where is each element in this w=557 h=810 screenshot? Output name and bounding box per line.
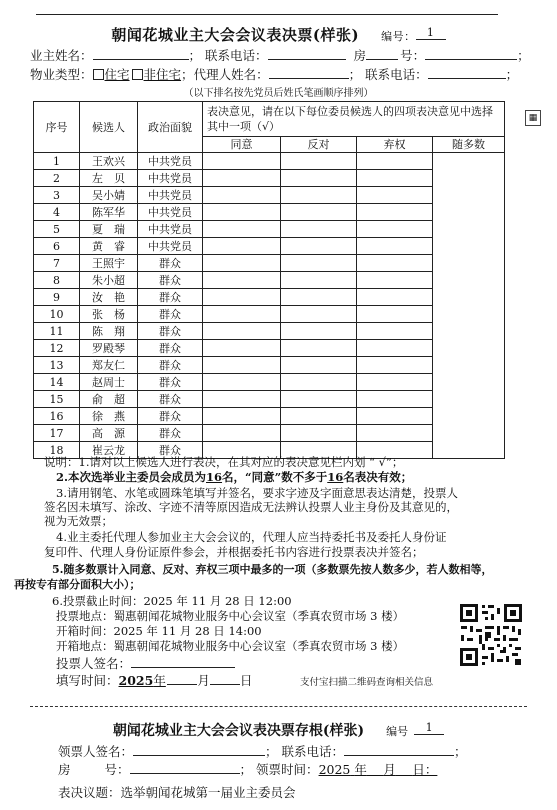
non-residence-label: 非住宅	[143, 67, 182, 82]
row-number: 1	[34, 153, 80, 170]
majority-cell[interactable]	[433, 272, 505, 289]
majority-cell[interactable]	[433, 153, 505, 170]
oppose-cell[interactable]	[281, 170, 357, 187]
table-row	[34, 408, 505, 425]
candidate-politics: 群众	[138, 323, 203, 340]
candidate-politics: 群众	[138, 357, 203, 374]
table-row	[34, 221, 505, 238]
abstain-cell[interactable]	[357, 221, 433, 238]
separator: ；	[517, 48, 530, 63]
stub-number: 1	[414, 721, 444, 735]
candidate-name: 陈军华	[80, 204, 138, 221]
open-location: 开箱地点：蜀惠朝闻花城物业服务中心会议室（季真农贸市场 3 楼）	[56, 639, 405, 653]
col-abstain: 弃权	[357, 137, 433, 153]
separator: ；	[188, 48, 202, 63]
stub-room-line	[58, 760, 437, 778]
table-row	[34, 170, 505, 187]
table-row	[34, 153, 505, 170]
abstain-cell[interactable]	[357, 255, 433, 272]
tear-line	[30, 706, 527, 707]
instruction-2	[56, 470, 412, 485]
contact-field[interactable]	[268, 47, 346, 60]
row-number: 17	[34, 425, 80, 442]
stub-date	[319, 760, 437, 778]
fill-year-unit: 年	[153, 673, 166, 688]
row-number: 14	[34, 374, 80, 391]
candidate-name: 俞 超	[80, 391, 138, 408]
row-number: 11	[34, 323, 80, 340]
agent-name-field[interactable]	[269, 66, 349, 79]
candidate-name: 张 杨	[80, 306, 138, 323]
agree-cell[interactable]	[203, 170, 281, 187]
row-number: 4	[34, 204, 80, 221]
separator: ；	[265, 744, 278, 759]
table-row	[34, 204, 505, 221]
separator: ；	[239, 762, 253, 777]
abstain-cell[interactable]	[357, 408, 433, 425]
abstain-cell[interactable]	[357, 425, 433, 442]
top-rule	[36, 14, 498, 15]
separator: ；	[181, 67, 194, 82]
instruction-4b: 复印件、代理人身份证原件参会，并根据委托书内容进行投票表决并签名；	[44, 545, 424, 559]
oppose-cell[interactable]	[281, 357, 357, 374]
stub-no-label: 编号	[386, 725, 409, 738]
row-number: 13	[34, 357, 80, 374]
abstain-cell[interactable]	[357, 187, 433, 204]
majority-cell[interactable]	[433, 425, 505, 442]
table-row	[34, 272, 505, 289]
stub-topic: 表决议题：选举朝闻花城第一届业主委员会	[58, 785, 296, 800]
majority-cell[interactable]	[433, 374, 505, 391]
table-row	[34, 357, 505, 374]
candidate-name: 黄 睿	[80, 238, 138, 255]
oppose-cell[interactable]	[281, 391, 357, 408]
candidate-politics: 中共党员	[138, 238, 203, 255]
agree-cell[interactable]	[203, 340, 281, 357]
majority-cell[interactable]	[433, 323, 505, 340]
abstain-cell[interactable]	[357, 272, 433, 289]
table-row	[34, 340, 505, 357]
oppose-cell[interactable]	[281, 323, 357, 340]
agree-cell[interactable]	[203, 272, 281, 289]
signer-line	[56, 655, 235, 671]
majority-cell[interactable]	[433, 442, 505, 459]
member-count: 16	[206, 470, 223, 484]
separator: ；	[454, 744, 467, 759]
majority-cell[interactable]	[433, 340, 505, 357]
candidate-name: 赵周士	[80, 374, 138, 391]
stub-contact-label: 联系电话：	[281, 744, 345, 759]
separator: ；	[505, 67, 519, 82]
alipay-note: 支付宝扫描二维码查询相关信息	[300, 677, 434, 688]
stub-contact-field[interactable]	[344, 743, 454, 756]
non-residence-checkbox[interactable]	[132, 69, 143, 80]
majority-cell[interactable]	[433, 221, 505, 238]
property-type-label: 物业类型：	[30, 67, 93, 82]
candidate-politics: 群众	[138, 391, 203, 408]
stub-year: 2025	[318, 762, 351, 777]
ticket-number: 1	[416, 26, 446, 40]
stub-year-unit: 年	[354, 762, 367, 777]
abstain-cell[interactable]	[357, 238, 433, 255]
row-number: 5	[34, 221, 80, 238]
row-number: 10	[34, 306, 80, 323]
stub-receiver-field[interactable]	[133, 743, 265, 756]
row-number: 8	[34, 272, 80, 289]
agree-cell[interactable]	[203, 408, 281, 425]
fill-time-label: 填写时间：	[56, 673, 119, 688]
majority-cell[interactable]	[433, 408, 505, 425]
room-label: 房	[353, 48, 367, 63]
row-number: 9	[34, 289, 80, 306]
candidate-politics: 群众	[138, 306, 203, 323]
stub-month-unit: 月	[383, 762, 396, 777]
oppose-cell[interactable]	[281, 408, 357, 425]
stub-time-label: 领票时间：	[256, 762, 319, 777]
ballot-title	[0, 24, 557, 45]
room-no-field[interactable]	[425, 47, 517, 60]
separator: ；	[348, 67, 362, 82]
agent-contact-field[interactable]	[428, 66, 506, 79]
candidate-name: 崔云龙	[80, 442, 138, 459]
abstain-cell[interactable]	[357, 374, 433, 391]
agent-contact-label: 联系电话：	[365, 67, 428, 82]
agree-cell[interactable]	[203, 238, 281, 255]
candidate-name: 夏 瑞	[80, 221, 138, 238]
stub-receiver-line	[58, 742, 467, 760]
instruction-2-a: 2.本次选举业主委员会成员为	[56, 470, 207, 484]
voting-location: 投票地点：蜀惠朝闻花城物业服务中心会议室（季真农贸市场 3 楼）	[56, 609, 405, 623]
owner-name-field[interactable]	[93, 47, 189, 60]
table-row	[34, 374, 505, 391]
agree-cell[interactable]	[203, 289, 281, 306]
fill-day-field[interactable]	[210, 672, 240, 685]
stub-room-field[interactable]	[130, 761, 240, 774]
row-number: 2	[34, 170, 80, 187]
table-row	[34, 238, 505, 255]
open-time: 开箱时间：2025 年 11 月 28 日 14:00	[56, 624, 262, 638]
table-settings-icon[interactable]: ▦	[525, 110, 541, 126]
abstain-cell[interactable]	[357, 306, 433, 323]
abstain-cell[interactable]	[357, 357, 433, 374]
agree-limit: 16	[327, 470, 344, 484]
fill-month-unit: 月	[197, 673, 210, 688]
room-no-label: 号：	[400, 48, 426, 63]
agree-cell[interactable]	[203, 357, 281, 374]
table-row	[34, 306, 505, 323]
qr-code-icon[interactable]	[458, 602, 524, 668]
majority-cell[interactable]	[433, 357, 505, 374]
majority-cell[interactable]	[433, 255, 505, 272]
candidate-politics: 中共党员	[138, 170, 203, 187]
table-row	[34, 425, 505, 442]
candidate-name: 汝 艳	[80, 289, 138, 306]
candidate-name: 罗殿琴	[80, 340, 138, 357]
deadline: 6.投票截止时间：2025 年 11 月 28 日 12:00	[52, 594, 292, 608]
signer-field[interactable]	[131, 655, 235, 668]
instruction-2-c: 名表决有效；	[343, 470, 413, 484]
ticket-number-label: 编号：	[381, 30, 416, 43]
agree-cell[interactable]	[203, 323, 281, 340]
majority-cell[interactable]	[433, 289, 505, 306]
majority-cell[interactable]	[433, 187, 505, 204]
table-row	[34, 323, 505, 340]
agent-name-label: 代理人姓名：	[193, 67, 269, 82]
candidate-name: 陈 翔	[80, 323, 138, 340]
majority-cell[interactable]	[433, 204, 505, 221]
residence-label: 住宅	[104, 67, 130, 82]
agree-cell[interactable]	[203, 391, 281, 408]
agree-cell[interactable]	[203, 221, 281, 238]
candidate-name: 吴小婧	[80, 187, 138, 204]
instruction-1: 说明：1.请对以上候选人进行表决，在其对应的表决意见栏内划 “ √”；	[44, 455, 404, 469]
oppose-cell[interactable]	[281, 374, 357, 391]
majority-cell[interactable]	[433, 306, 505, 323]
majority-cell[interactable]	[433, 170, 505, 187]
row-number: 15	[34, 391, 80, 408]
candidate-politics: 群众	[138, 289, 203, 306]
residence-checkbox[interactable]	[93, 69, 104, 80]
oppose-cell[interactable]	[281, 204, 357, 221]
stub-room-no-label: 号：	[104, 762, 130, 777]
ballot-title-text: 朝闻花城业主大会会议表决票(样张)	[111, 26, 360, 44]
col-oppose: 反对	[281, 137, 357, 153]
candidate-name: 左 贝	[80, 170, 138, 187]
instruction-5b: 再按专有部分面积大小）；	[14, 578, 141, 591]
property-type-line	[30, 65, 518, 83]
row-number: 6	[34, 238, 80, 255]
candidate-politics: 中共党员	[138, 204, 203, 221]
table-row	[34, 255, 505, 272]
agree-cell[interactable]	[203, 374, 281, 391]
agree-cell[interactable]	[203, 204, 281, 221]
majority-cell[interactable]	[433, 238, 505, 255]
agree-cell[interactable]	[203, 187, 281, 204]
oppose-cell[interactable]	[281, 187, 357, 204]
col-no: 序号	[34, 102, 80, 153]
candidate-politics: 群众	[138, 340, 203, 357]
fill-month-field[interactable]	[167, 672, 197, 685]
oppose-cell[interactable]	[281, 238, 357, 255]
col-majority: 随多数	[433, 137, 505, 153]
candidate-name: 徐 燕	[80, 408, 138, 425]
abstain-cell[interactable]	[357, 323, 433, 340]
instruction-2-b: 名，“同意”数不多于	[222, 470, 328, 484]
stub-title	[0, 720, 557, 740]
candidate-politics: 中共党员	[138, 187, 203, 204]
candidate-politics: 群众	[138, 374, 203, 391]
oppose-cell[interactable]	[281, 153, 357, 170]
candidate-politics: 群众	[138, 272, 203, 289]
owner-name-label: 业主姓名：	[30, 48, 93, 63]
col-agree: 同意	[203, 137, 281, 153]
candidate-name: 郑友仁	[80, 357, 138, 374]
abstain-cell[interactable]	[357, 391, 433, 408]
room-field[interactable]	[366, 47, 398, 60]
table-row	[34, 289, 505, 306]
oppose-cell[interactable]	[281, 340, 357, 357]
candidate-name: 王照宇	[80, 255, 138, 272]
signer-label: 投票人签名：	[56, 656, 132, 671]
oppose-cell[interactable]	[281, 221, 357, 238]
fill-year: 2025	[118, 673, 154, 688]
candidate-politics: 群众	[138, 425, 203, 442]
agree-cell[interactable]	[203, 255, 281, 272]
candidate-name: 王欢兴	[80, 153, 138, 170]
stub-receiver-label: 领票人签名：	[58, 744, 134, 759]
col-politics: 政治面貌	[138, 102, 203, 153]
oppose-cell[interactable]	[281, 289, 357, 306]
candidate-politics: 中共党员	[138, 221, 203, 238]
order-note: （以下排名按先党员后姓氏笔画顺序排列）	[183, 88, 374, 99]
oppose-cell[interactable]	[281, 425, 357, 442]
vote-instruction: 表决意见，请在以下每位委员候选人的四项表决意见中选择其中一项（√）	[203, 102, 505, 137]
owner-info-line	[30, 46, 530, 64]
fill-day-unit: 日	[239, 673, 253, 688]
majority-cell[interactable]	[433, 391, 505, 408]
instruction-4a: 4.业主委托代理人参加业主大会会议的，代理人应当持委托书及委托人身份证	[56, 530, 447, 544]
vote-table	[33, 101, 505, 459]
oppose-cell[interactable]	[281, 306, 357, 323]
row-number: 3	[34, 187, 80, 204]
abstain-cell[interactable]	[357, 340, 433, 357]
candidate-politics: 群众	[138, 442, 203, 459]
col-candidate: 候选人	[80, 102, 138, 153]
abstain-cell[interactable]	[357, 170, 433, 187]
oppose-cell[interactable]	[281, 272, 357, 289]
instruction-3a: 3.请用钢笔、水笔或圆珠笔填写并签名，要求字迹及字面意思表达清楚，投票人	[56, 486, 458, 500]
table-row	[34, 391, 505, 408]
candidate-politics: 群众	[138, 408, 203, 425]
candidate-politics: 群众	[138, 255, 203, 272]
row-number: 16	[34, 408, 80, 425]
abstain-cell[interactable]	[357, 289, 433, 306]
row-number: 18	[34, 442, 80, 459]
row-number: 7	[34, 255, 80, 272]
agree-cell[interactable]	[203, 153, 281, 170]
instruction-5a: 5.随多数票计入同意、反对、弃权三项中最多的一项（多数票先按人数多少，若人数相等，	[52, 563, 493, 576]
table-row	[34, 187, 505, 204]
stub-room-label: 房	[58, 762, 71, 777]
contact-label: 联系电话：	[205, 48, 268, 63]
abstain-cell[interactable]	[357, 153, 433, 170]
candidate-name: 高 源	[80, 425, 138, 442]
agree-cell[interactable]	[203, 425, 281, 442]
stub-title-text: 朝闻花城业主大会会议表决票存根(样张)	[112, 723, 365, 739]
instruction-3c: 视为无效票；	[44, 514, 113, 528]
agree-cell[interactable]	[203, 306, 281, 323]
row-number: 12	[34, 340, 80, 357]
stub-day-unit: 日：	[412, 762, 438, 777]
candidate-politics: 中共党员	[138, 153, 203, 170]
instruction-3b: 签名因未填写、涂改、字迹不清等原因造成无法辨认投票人业主身份及其意见的，	[44, 500, 458, 514]
fill-time-line	[56, 672, 252, 688]
oppose-cell[interactable]	[281, 255, 357, 272]
candidate-name: 朱小超	[80, 272, 138, 289]
abstain-cell[interactable]	[357, 204, 433, 221]
